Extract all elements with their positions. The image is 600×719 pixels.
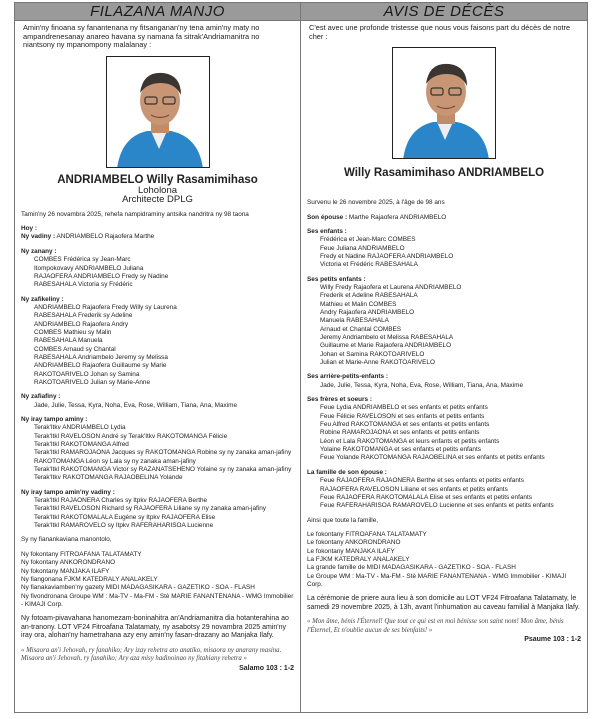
child-entry: Fredy et Nadine RAJAOFERA ANDRIAMBELO <box>320 252 454 260</box>
portrait-photo <box>392 47 496 159</box>
child-entry: COMBES Frédérica sy Jean-Marc <box>34 256 131 264</box>
death-notice-text: Survenu le 26 novembre 2025, à l'âge de 98 ans <box>307 199 445 207</box>
grandchild-entry: ANDRIAMBELO Rajaofera Guillaume sy Marie <box>34 362 167 370</box>
grandchild-entry: COMBES Arnaud sy Chantal <box>34 345 116 353</box>
section-label: Ses frères et soeurs : <box>307 396 373 404</box>
grandchild-entry: Julian et Marie-Anne RAKOTOARIVELO <box>320 359 435 367</box>
grandchild-entry: Johan et Samina RAKOTOARIVELO <box>320 350 425 358</box>
grandchild-entry: ANDRIAMBELO Rajaofera Fredy Willy sy Laurena <box>34 303 177 311</box>
grandchild-entry: Manuela RABESAHALA <box>320 317 389 325</box>
section-label: Ses petits enfants : <box>307 275 366 283</box>
obituary-page <box>14 2 589 713</box>
inlaw-entry: Terak'Itkl RAKOTOMALALA Eugène sy Itpkv RAJAOFERA Elise <box>34 513 216 521</box>
grandchild-entry: RABESAHALA Manuela <box>34 337 103 345</box>
death-notice-text: Tamin'ny 26 novambra 2025, rehefa nampidraminy antsika nandritra ny 98 taona <box>21 210 249 218</box>
sibling-entry: RAKOTOMANGA Léon sy Lala sy ny zanaka aman-jafiny <box>34 457 196 465</box>
section-label: La famille de son épouse : <box>307 468 387 476</box>
family-line: Sy ny fianankaviana manontolo, <box>21 536 112 544</box>
section-label: Ny iray tampo amin'ny vadiny : <box>21 488 115 496</box>
intro-text: C'est avec une profonde tristesse que nous vous faisons part du décès de notre cher : <box>309 23 571 41</box>
grandchild-entry: Jeremy Andriambelo et Melissa RABESAHALA <box>320 334 454 341</box>
deceased-name: Willy Rasamimihaso ANDRIAMBELO <box>343 167 545 180</box>
grandchild-entry: Mathieu et Malin COMBES <box>320 300 397 308</box>
sibling-entry: Feu Alfred RAKOTOMANGA et ses enfants et petits enfants <box>320 421 490 429</box>
great-grandchildren-list: Jade, Julie, Tessa, Kyra, Noha, Eva, Rose, William, Tiana, Ana, Maxime <box>320 381 524 389</box>
organization-entry: Ny fokontany FITROAFANA TALATAMATY <box>21 550 142 558</box>
inlaw-entry: Feue RAJAOFERA RAKOTOMALALA Elise et ses enfants et petits enfants <box>320 493 532 501</box>
organization-entry: La FJKM KATEDRALY ANALAKELY <box>307 555 410 563</box>
sibling-entry: Feue Lydia ANDRIAMBELO et ses enfants et petits enfants <box>320 404 488 412</box>
sibling-entry: Terak'Itkl RAKOTOMANGA Alfred <box>34 441 129 449</box>
notice-body <box>301 199 587 644</box>
spouse-label: Ny vadiny : <box>21 233 56 241</box>
organization-entry: Le fokontany ANKORONDRANO <box>307 539 401 547</box>
organization-entry: Ny fiangonana FJKM KATEDRALY ANALAKELY <box>21 575 158 583</box>
section-label: Ny iray tampo aminy : <box>21 416 88 423</box>
family-line: Ainsi que toute la famille, <box>307 516 379 524</box>
notice-header: AVIS DE DÉCÈS <box>301 3 587 21</box>
section-label: Ny zanany : <box>21 247 57 255</box>
ceremony-text: La cérémonie de priere aura lieu à son domicile au LOT VF24 Fitroafana Talatamaty, le samedi 29 novembre 2025, à 13h, avant l'inhumation au caveau familial à Manjaka Ilafy. <box>307 595 580 611</box>
grandchild-entry: COMBES Mathieu sy Malin <box>34 328 112 336</box>
scripture-quote: « Misaora an'i Jehovah, ry fanahiko; Ary izay rehetra ato anatiko, misaora ny anarany masina. Misaora an'i Jehovah, ry fanahiko; Ary aza misy hadinoinao ny fitahiany rehetra » <box>21 647 282 663</box>
inlaw-entry: Terak'Itkl RAMAROVELO sy Itpkv RAFERAHARISOA Lucienne <box>34 522 214 530</box>
french-notice <box>301 2 588 713</box>
organization-entry: Le fokontany MANJAKA ILAFY <box>307 547 395 555</box>
organization-entry: Ny fokontany MANJAKA ILAFY <box>21 567 110 575</box>
grandchild-entry: RAKOTOARIVELO Johan sy Samina <box>34 370 140 378</box>
sibling-entry: Terak'Itkv ANDRIAMBELO Lydia <box>34 424 126 432</box>
notice-header: FILAZANA MANJO <box>15 3 300 21</box>
portrait-photo <box>106 56 210 168</box>
grandchild-entry: RABESAHALA Frederik sy Adeline <box>34 312 133 320</box>
child-entry: RABESAHALA Victoria sy Frédéric <box>34 281 133 289</box>
spouse-label: Son épouse : <box>307 213 348 221</box>
inlaw-entry: Terak'Itkl RAVELOSON Richard sy RAJAOFERA Liliane sy ny zanaka aman-jafiny <box>34 505 266 513</box>
spouse-name: ANDRIAMBELO Rajaofera Marthe <box>55 233 155 241</box>
section-label: Ny zafiafiny : <box>21 393 61 401</box>
child-entry: Frédérica et Jean-Marc COMBES <box>320 236 416 244</box>
scripture-reference: Salamo 103 : 1-2 <box>239 664 294 672</box>
organization-entry: Ny fivondronana Groupe WM : Ma-TV - Ma-FM - Stè MARIE FANANTENANA - WMG Immobilier - KIMAJI Corp. <box>21 592 294 608</box>
notice-body <box>15 211 300 673</box>
inlaw-entry: Feue RAJAOFERA RAJAONERA Berthe et ses enfants et petits enfants <box>320 477 524 485</box>
inlaw-entry: Terak'Itkl RAJAONERA Charles sy Itpkv RAJAOFERA Berthe <box>34 497 208 505</box>
inlaw-entry: Feue RAFERAHARISOA RAMAROVELO Lucienne et ses enfants et petits enfants <box>320 502 554 510</box>
sibling-entry: Terak'Itkv RAKOTOMANGA RAJAOBELINA Yolande <box>34 474 183 482</box>
scripture-quote: « Mon âme, bénis l'Éternel! Que tout ce qui est en moi bénisse son saint nom! Mon âme, bénis l'Éternel, Et n'oublie aucun de ses bienfaits! » <box>307 618 564 634</box>
great-grandchildren-list: Jade, Julie, Tessa, Kyra, Noha, Eva, Rose, William, Tiana, Ana, Maxime <box>34 401 238 409</box>
deceased-name: ANDRIAMBELO Willy Rasamimihaso <box>57 173 258 186</box>
title-line: Architecte DPLG <box>122 194 193 206</box>
organization-entry: Le Groupe WM : Ma-TV - Ma-FM - Stè MARIE FANANTENANA - WMG Immobilier - KIMAJI Corp. <box>307 572 567 588</box>
inlaw-entry: RAJAOFERA RAVELOSON Liliane et ses enfants et petits enfants <box>320 485 508 493</box>
sibling-entry: Feue Yolande RAKOTOMANGA RAJAOBELINA et ses enfants et petits enfants <box>320 454 545 462</box>
grandchild-entry: Willy Fredy Rajaofera et Laurena ANDRIAMBELO <box>320 283 462 291</box>
organization-entry: La grande famille de MIDI MADAGASIKARA - GAZETIKO - SOA - FLASH <box>307 564 516 572</box>
spouse-name: Marthe Rajaofera ANDRIAMBELO <box>347 213 447 221</box>
organization-entry: Ny fokontany ANKORONDRANO <box>21 559 116 567</box>
section-label: Hoy : <box>21 225 37 233</box>
sibling-entry: Terak'Itkl RAMAROJAONA Jacques sy RAKOTOMANGA Robine sy ny zanaka aman-jafiny <box>34 449 292 457</box>
sibling-entry: Terak'Itkl RAVELOSON André sy Terak'Itkv RAKOTOMANGA Félicie <box>34 432 228 440</box>
title-line: Loholona <box>137 184 178 196</box>
grandchild-entry: Andry Rajaofera ANDRIAMBELO <box>320 308 415 316</box>
sibling-entry: Léon et Lala RAKOTOMANGA et leurs enfants et petits enfants <box>320 437 500 445</box>
grandchild-entry: RAKOTOARIVELO Julian sy Marie-Anne <box>34 378 151 386</box>
grandchild-entry: RABESAHALA Andriambelo Jeremy sy Melissa <box>34 353 168 361</box>
section-label: Ses enfants : <box>307 227 347 235</box>
organization-entry: Ny fianakaviamben'ny gazety MIDI MADAGASIKARA - GAZETIKO - SOA - FLASH <box>21 584 255 592</box>
grandchild-entry: Guillaume et Marie Rajaofera ANDRIAMBELO <box>320 342 452 350</box>
child-entry: RAJAOFERA ANDRIAMBELO Fredy sy Nadine <box>34 272 169 280</box>
child-entry: Victoria et Frédéric RABESAHALA <box>320 261 418 269</box>
organization-entry: Le fokontany FITROAFANA TALATAMATY <box>307 530 427 538</box>
sibling-entry: Feue Félicie RAVELOSON et ses enfants et petits enfants <box>320 412 485 420</box>
sibling-entry: Terak'Itkl RAKOTOMANGA Victor sy RAZANATSEHENO Yolaine sy ny zanaka aman-jafiny <box>34 466 292 474</box>
child-entry: Feue Juliana ANDRIAMBELO <box>320 244 405 252</box>
grandchild-entry: Frederik et Adeline RABESAHALA <box>320 292 418 300</box>
child-entry: Itompokovavy ANDRIAMBELO Juliana <box>34 264 144 272</box>
malagasy-notice <box>14 2 301 713</box>
sibling-entry: Robine RAMAROJAONA et ses enfants et petits enfants <box>320 429 480 437</box>
sibling-entry: Yolaine RAKOTOMANGA et ses enfants et petits enfants <box>320 446 481 454</box>
intro-text: Amin'ny finoana sy fanantenana ny fitsanganan'ny tena amin'ny maty no ampandrenesanay anareo havana sy namana fa sitrak'Andriamanitra no niantsony ny mpanompony malalanay : <box>23 23 260 50</box>
grandchild-entry: Arnaud et Chantal COMBES <box>320 325 401 333</box>
grandchild-entry: ANDRIAMBELO Rajaofera Andry <box>34 320 129 328</box>
scripture-reference: Psaume 103 : 1-2 <box>524 636 581 644</box>
section-label: Ny zafikeliny : <box>21 295 64 303</box>
section-label: Ses arrière-petits-enfants : <box>307 373 388 381</box>
ceremony-text: Ny fotoam-pivavahana hanomezam-boninahitra an'Andriamanitra dia hotanterahina ao an-tranony. LOT VF24 Fitroafana Talatamaty, ny asabotsy 29 novambra 2025 amin'ny iray ora, alohan'ny hametrahana azy eny amin'ny fasan-drazany ao Manjaka Ilafy. <box>21 615 289 640</box>
